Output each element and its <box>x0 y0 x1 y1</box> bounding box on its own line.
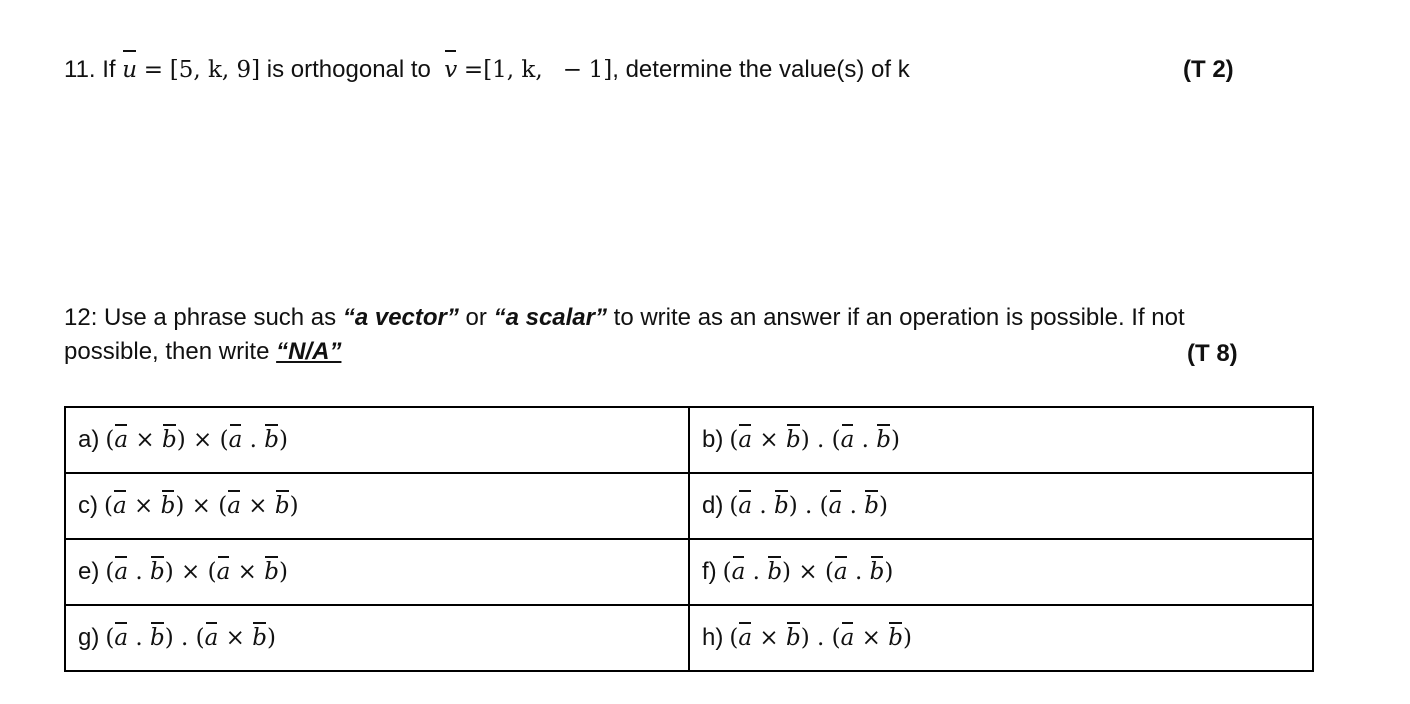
vector-v: v <box>444 53 457 87</box>
operator-symbol: × <box>752 625 786 651</box>
vector-a: a <box>738 427 753 453</box>
operator-symbol: × <box>230 559 265 585</box>
operation-label: h) <box>702 624 724 651</box>
operation-label: a) <box>78 426 100 453</box>
vector-a: a <box>204 625 219 651</box>
operation-cell <box>65 605 689 671</box>
q12-scalar-phrase: “a scalar” <box>493 304 607 331</box>
parenthesis: ) <box>884 559 894 585</box>
vector-b: b <box>888 625 903 651</box>
q12-text-3: to write as an answer if an operation is possible. If not <box>607 304 1185 331</box>
vector-u: u <box>122 53 137 87</box>
operator-symbol: × <box>854 625 889 651</box>
operation-cell <box>65 407 689 473</box>
vector-b: b <box>785 427 801 453</box>
vector-b: b <box>160 493 176 519</box>
q11-u-components: [5, k, 9] <box>169 57 261 83</box>
parenthesis: ) <box>278 427 288 453</box>
vector-a: a <box>112 493 127 519</box>
parenthesis: ( <box>195 625 205 651</box>
vector-a: a <box>228 427 243 453</box>
operator-symbol: . <box>854 427 877 453</box>
operation-label: e) <box>78 558 100 585</box>
q12-vector-phrase: “a vector” <box>342 304 459 331</box>
operator-symbol: . <box>752 493 774 519</box>
vector-a: a <box>833 559 848 585</box>
parenthesis: ) <box>266 625 276 651</box>
parenthesis: ) <box>800 427 810 453</box>
vector-b: b <box>773 493 789 519</box>
q11-v-minus: − <box>562 57 582 83</box>
operator-symbol: . <box>797 493 820 519</box>
vector-b: b <box>161 427 177 453</box>
operation-cell <box>65 473 689 539</box>
parenthesis: ( <box>831 427 841 453</box>
parenthesis: ) <box>164 559 174 585</box>
operator-symbol: . <box>242 427 265 453</box>
q11-marks: (T 2) <box>1183 56 1234 83</box>
q11-middle-text: is orthogonal to <box>266 56 431 83</box>
parenthesis: ( <box>729 625 739 651</box>
parenthesis: ( <box>729 427 739 453</box>
vector-a: a <box>840 625 855 651</box>
vector-a: a <box>114 427 129 453</box>
parenthesis: ( <box>824 559 834 585</box>
vector-a: a <box>840 427 855 453</box>
parenthesis: ( <box>105 559 115 585</box>
table-row <box>65 605 1313 671</box>
operator-symbol: . <box>842 493 865 519</box>
q11-v-components: =[1, k, <box>463 57 543 83</box>
vector-b: b <box>149 559 165 585</box>
parenthesis: ) <box>289 493 299 519</box>
parenthesis: ( <box>729 493 739 519</box>
parenthesis: ) <box>176 427 186 453</box>
operator-symbol: . <box>745 559 768 585</box>
parenthesis: ) <box>782 559 792 585</box>
operation-label: d) <box>702 492 724 519</box>
operation-label: g) <box>78 624 100 651</box>
question-12 <box>64 301 1314 369</box>
parenthesis: ) <box>800 625 810 651</box>
parenthesis: ) <box>902 625 912 651</box>
parenthesis: ( <box>207 559 217 585</box>
parenthesis: ) <box>278 559 288 585</box>
parenthesis: ( <box>722 559 732 585</box>
table-row <box>65 473 1313 539</box>
operator-symbol: × <box>126 493 161 519</box>
vector-a: a <box>114 625 129 651</box>
operator-symbol: . <box>809 427 832 453</box>
q12-line-2 <box>64 335 1314 369</box>
operator-symbol: × <box>791 559 825 585</box>
vector-b: b <box>767 559 783 585</box>
operation-label: c) <box>78 492 98 519</box>
operator-symbol: . <box>173 625 196 651</box>
vector-b: b <box>252 625 267 651</box>
vector-b: b <box>869 559 885 585</box>
parenthesis: ( <box>218 493 228 519</box>
q12-na-phrase: “N/A” <box>276 338 342 365</box>
vector-a: a <box>828 493 843 519</box>
q11-v-end: 1] <box>588 57 613 83</box>
operator-symbol: . <box>809 625 832 651</box>
operation-label: b) <box>702 426 724 453</box>
operator-symbol: × <box>128 427 162 453</box>
parenthesis: ( <box>219 427 229 453</box>
table-row <box>65 407 1313 473</box>
operator-symbol: × <box>752 427 786 453</box>
q12-line-1 <box>64 301 1314 335</box>
vector-a: a <box>738 625 753 651</box>
operator-symbol: × <box>185 427 220 453</box>
operator-symbol: . <box>128 625 150 651</box>
parenthesis: ( <box>831 625 841 651</box>
operator-symbol: × <box>173 559 208 585</box>
operator-symbol: . <box>128 559 150 585</box>
operator-symbol: . <box>847 559 870 585</box>
operator-symbol: × <box>218 625 253 651</box>
operation-cell <box>689 407 1313 473</box>
operator-symbol: × <box>184 493 219 519</box>
q11-tail-text: , determine the value(s) of k <box>612 56 910 83</box>
operations-table <box>64 406 1314 672</box>
parenthesis: ( <box>104 493 113 519</box>
q12-text-1: 12: Use a phrase such as <box>64 304 343 331</box>
parenthesis: ) <box>879 493 888 519</box>
operation-cell <box>689 605 1313 671</box>
vector-a: a <box>731 559 746 585</box>
vector-a: a <box>227 493 241 519</box>
q11-u-equals: = <box>143 57 164 83</box>
vector-b: b <box>264 427 279 453</box>
parenthesis: ( <box>105 427 115 453</box>
table-row <box>65 539 1313 605</box>
operator-symbol: × <box>240 493 275 519</box>
vector-a: a <box>216 559 231 585</box>
vector-a: a <box>738 493 753 519</box>
parenthesis: ) <box>788 493 798 519</box>
q12-text-4: possible, then write <box>64 338 277 365</box>
operation-cell <box>65 539 689 605</box>
vector-b: b <box>264 559 279 585</box>
vector-b: b <box>876 427 891 453</box>
vector-b: b <box>149 625 165 651</box>
q12-text-2: or <box>458 304 494 331</box>
parenthesis: ( <box>105 625 115 651</box>
operation-cell <box>689 473 1313 539</box>
vector-b: b <box>274 493 290 519</box>
vector-a: a <box>114 559 129 585</box>
parenthesis: ( <box>819 493 829 519</box>
operation-cell <box>689 539 1313 605</box>
operation-label: f) <box>702 558 717 585</box>
q11-prefix: 11. If <box>64 56 116 83</box>
vector-b: b <box>864 493 880 519</box>
parenthesis: ) <box>175 493 185 519</box>
question-11 <box>64 53 910 87</box>
parenthesis: ) <box>890 427 900 453</box>
parenthesis: ) <box>164 625 174 651</box>
vector-b: b <box>785 625 801 651</box>
q12-marks: (T 8) <box>1187 340 1238 367</box>
